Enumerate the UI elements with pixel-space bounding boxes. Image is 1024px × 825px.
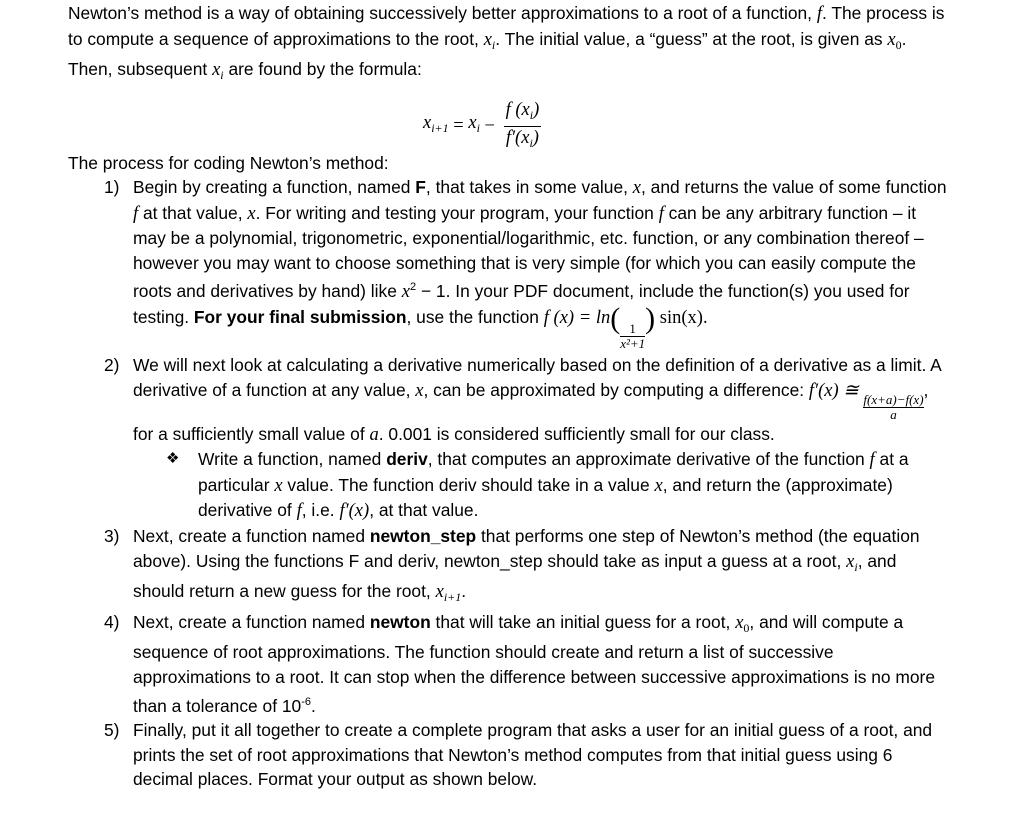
formula-denominator: $f'(x_i)$ (505, 127, 539, 150)
intro-text: . The initial value, a “guess” at the root, is given as (495, 28, 888, 49)
math-f: f (816, 4, 822, 24)
step-number: 3) (104, 525, 120, 546)
step-item-3: 3) Next, create a function named newton_step that performs one step of Newton’s method (the equation above). Using the functions F and deriv, newton_step should take as input a guess at a root, $x_i$, and should return a new guess for the root, $x_{i+1}$. (104, 525, 920, 605)
final-function: f (x) = ln (543, 307, 611, 328)
diamond-bullet-icon: ❖ (166, 450, 180, 468)
step-number: 2) (104, 354, 120, 375)
intro-text: . The process is to compute a sequence of approximations to the root, (68, 3, 945, 49)
math-xi: $x_i$ (483, 29, 496, 52)
intro-paragraph (68, 1, 948, 88)
formula-equals: = (448, 115, 469, 136)
intro-text: Newton’s method is a way of obtaining successively better approximations to a root of a function, (68, 3, 817, 23)
math-x0: $x_0$ (887, 29, 902, 52)
section-title: The process for coding Newton’s method: (68, 153, 389, 173)
math-xi: $x_i$ (212, 60, 224, 83)
inline-fraction: $\frac{f(x+a)-f(x)}{a}$ (863, 391, 924, 422)
formula-x: $x_i$ (468, 113, 480, 136)
newton-formula (423, 96, 541, 156)
formula-lhs: $x_{i+1}$ (423, 113, 449, 136)
inline-fraction: $\frac{1}{\text{x²+1}}$ (620, 320, 646, 351)
formula-minus: − (479, 115, 500, 136)
formula-numerator: f $(x_i)$ (505, 99, 540, 122)
intro-text: are found by the formula: (223, 59, 422, 80)
step-number: 4) (104, 611, 120, 632)
step-number: 5) (104, 720, 120, 741)
intro-text: . Then, subsequent (68, 28, 907, 80)
step-item-4: 4) Next, create a function named newton that will take an initial guess for a root, $x_0$, and will compute a sequence of root approximations. The function should create and return a list of successive approximations to a root. It can stop when the difference between successive approximations is no more than a tolerance of $10^{-6}$. (104, 611, 936, 716)
formula-fraction (504, 99, 542, 154)
step-item-2: 2) We will next look at calculating a derivative numerically based on the definition of a derivative as a limit. A derivative of a function at any value, x, can be approximated by computing a difference: f′(x) ≅ $\frac{f(x+a)-f(x)}{a}$ , for a sufficiently small value of a. 0.001 is considered sufficiently small for our class. (104, 354, 941, 445)
steps-list (68, 175, 948, 792)
step-item-1: 1) Begin by creating a function, named F, that takes in some value, x, and returns the value of some function f at that value, x. For writing and testing your program, your function f can be any arbitrary function – it may be a polynomial, trigonometric, exponential/logarithmic, etc. function, or any combination thereof – however you may want to choose something that is very simple (for which you can easily compute the roots and derivatives by hand) like $x^2 - 1$. In your PDF document, include the function(s) you used for testing. For your final submission, use the function f (x) = ln( $\frac{1}{\text{x²+1}}$ ) sin(x). (104, 177, 947, 351)
step-number: 1) (104, 177, 120, 197)
deriv-bullet: ❖ Write a function, named deriv, that computes an approximate derivative of the function f at a particular x value. The function deriv should take in a value x, and return the (approximate) derivative of f, i.e. f′(x), at that value. (166, 449, 909, 522)
step-item-5: 5) Finally, put it all together to create a complete program that asks a user for an initial guess of a root, and prints the set of root approximations that Newton’s method computes from that initial guess using 6 decimal places. Format your output as shown below. (104, 720, 933, 790)
